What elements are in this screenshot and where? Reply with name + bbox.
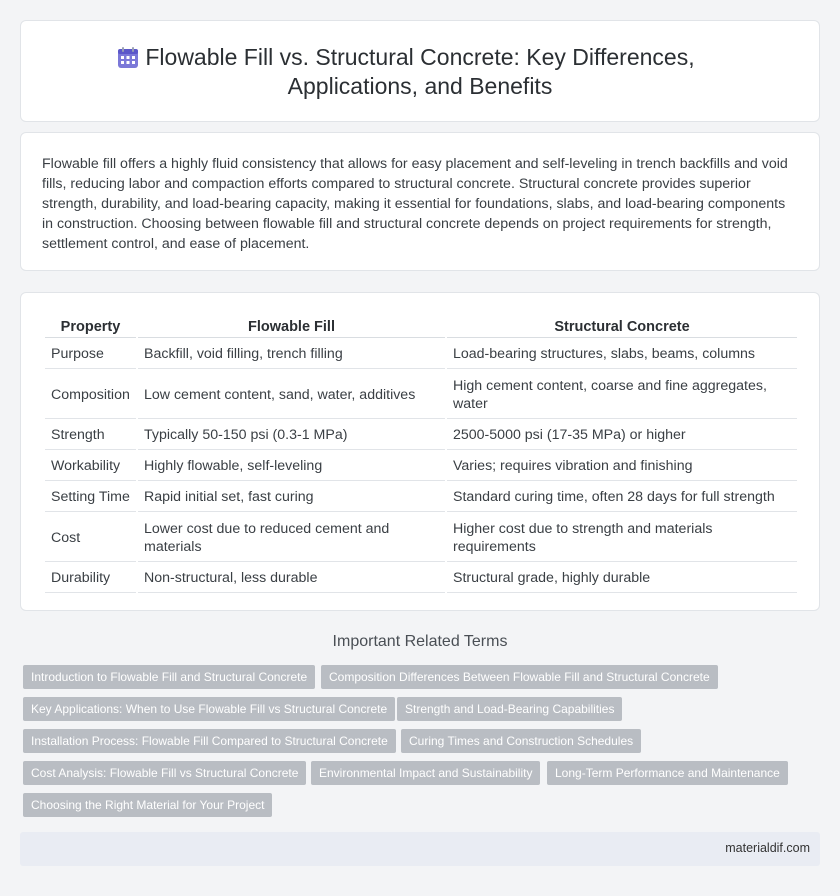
- page-title-line-2: Applications, and Benefits: [287, 73, 553, 99]
- table-row: [45, 371, 797, 419]
- cell-flowable-fill: Backfill, void filling, trench filling: [138, 340, 445, 369]
- cell-flowable-fill: Non-structural, less durable: [138, 564, 445, 593]
- page-title-line-1: Flowable Fill vs. Structural Concrete: Key Differences,: [145, 44, 695, 70]
- related-term-tag[interactable]: Key Applications: When to Use Flowable Fill vs Structural Concrete: [23, 697, 395, 721]
- table-row: [45, 483, 797, 512]
- cell-flowable-fill: Highly flowable, self-leveling: [138, 452, 445, 481]
- cell-flowable-fill: Lower cost due to reduced cement and materials: [138, 514, 445, 562]
- intro-card: [20, 132, 820, 271]
- cell-structural-concrete: 2500-5000 psi (17-35 MPa) or higher: [447, 421, 797, 450]
- header-property: Property: [45, 317, 136, 338]
- cell-property: Composition: [45, 371, 136, 419]
- cell-structural-concrete: Structural grade, highly durable: [447, 564, 797, 593]
- table-row: [45, 514, 797, 562]
- table-row: [45, 421, 797, 450]
- header-flowable-fill: Flowable Fill: [138, 317, 445, 338]
- cell-flowable-fill: Low cement content, sand, water, additives: [138, 371, 445, 419]
- cell-flowable-fill: Typically 50-150 psi (0.3-1 MPa): [138, 421, 445, 450]
- cell-property: Purpose: [45, 340, 136, 369]
- cell-structural-concrete: Higher cost due to strength and materials requirements: [447, 514, 797, 562]
- comparison-table: [43, 315, 799, 595]
- related-term-tag[interactable]: Composition Differences Between Flowable Fill and Structural Concrete: [321, 665, 718, 689]
- page-title: [21, 43, 819, 101]
- cell-structural-concrete: Load-bearing structures, slabs, beams, columns: [447, 340, 797, 369]
- header-card: [20, 20, 820, 122]
- related-terms-heading: Important Related Terms: [332, 633, 508, 650]
- related-term-tag[interactable]: Curing Times and Construction Schedules: [401, 729, 641, 753]
- comparison-table-card: [20, 292, 820, 611]
- table-row: [45, 452, 797, 481]
- intro-paragraph: Flowable fill offers a highly fluid consistency that allows for easy placement and self-leveling in trench backfills and void fills, reducing labor and compaction efforts compared to structural concrete. Structural concrete provides superior strength, durability, and load-bearing capacity, making it essential for foundations, slabs, and load-bearing components in construction. Choosing between flowable fill and structural concrete depends on project requirements for strength, settlement control, and ease of placement.: [42, 156, 788, 252]
- table-row: [45, 340, 797, 369]
- table-header-row: [45, 317, 797, 338]
- cell-structural-concrete: Varies; requires vibration and finishing: [447, 452, 797, 481]
- footer: [20, 832, 820, 866]
- cell-property: Setting Time: [45, 483, 136, 512]
- cell-property: Cost: [45, 514, 136, 562]
- related-term-tag[interactable]: Introduction to Flowable Fill and Structural Concrete: [23, 665, 315, 689]
- cell-structural-concrete: High cement content, coarse and fine aggregates, water: [447, 371, 797, 419]
- cell-property: Strength: [45, 421, 136, 450]
- related-term-tag[interactable]: Cost Analysis: Flowable Fill vs Structural Concrete: [23, 761, 306, 785]
- related-term-tag[interactable]: Strength and Load-Bearing Capabilities: [397, 697, 622, 721]
- cell-property: Durability: [45, 564, 136, 593]
- related-term-tag[interactable]: Long-Term Performance and Maintenance: [547, 761, 788, 785]
- cell-property: Workability: [45, 452, 136, 481]
- related-term-tag[interactable]: Installation Process: Flowable Fill Compared to Structural Concrete: [23, 729, 396, 753]
- related-term-tag[interactable]: Choosing the Right Material for Your Project: [23, 793, 272, 817]
- cell-flowable-fill: Rapid initial set, fast curing: [138, 483, 445, 512]
- table-row: [45, 564, 797, 593]
- footer-site-link[interactable]: materialdif.com: [725, 841, 810, 855]
- cell-structural-concrete: Standard curing time, often 28 days for full strength: [447, 483, 797, 512]
- header-structural-concrete: Structural Concrete: [447, 317, 797, 338]
- related-term-tag[interactable]: Environmental Impact and Sustainability: [311, 761, 540, 785]
